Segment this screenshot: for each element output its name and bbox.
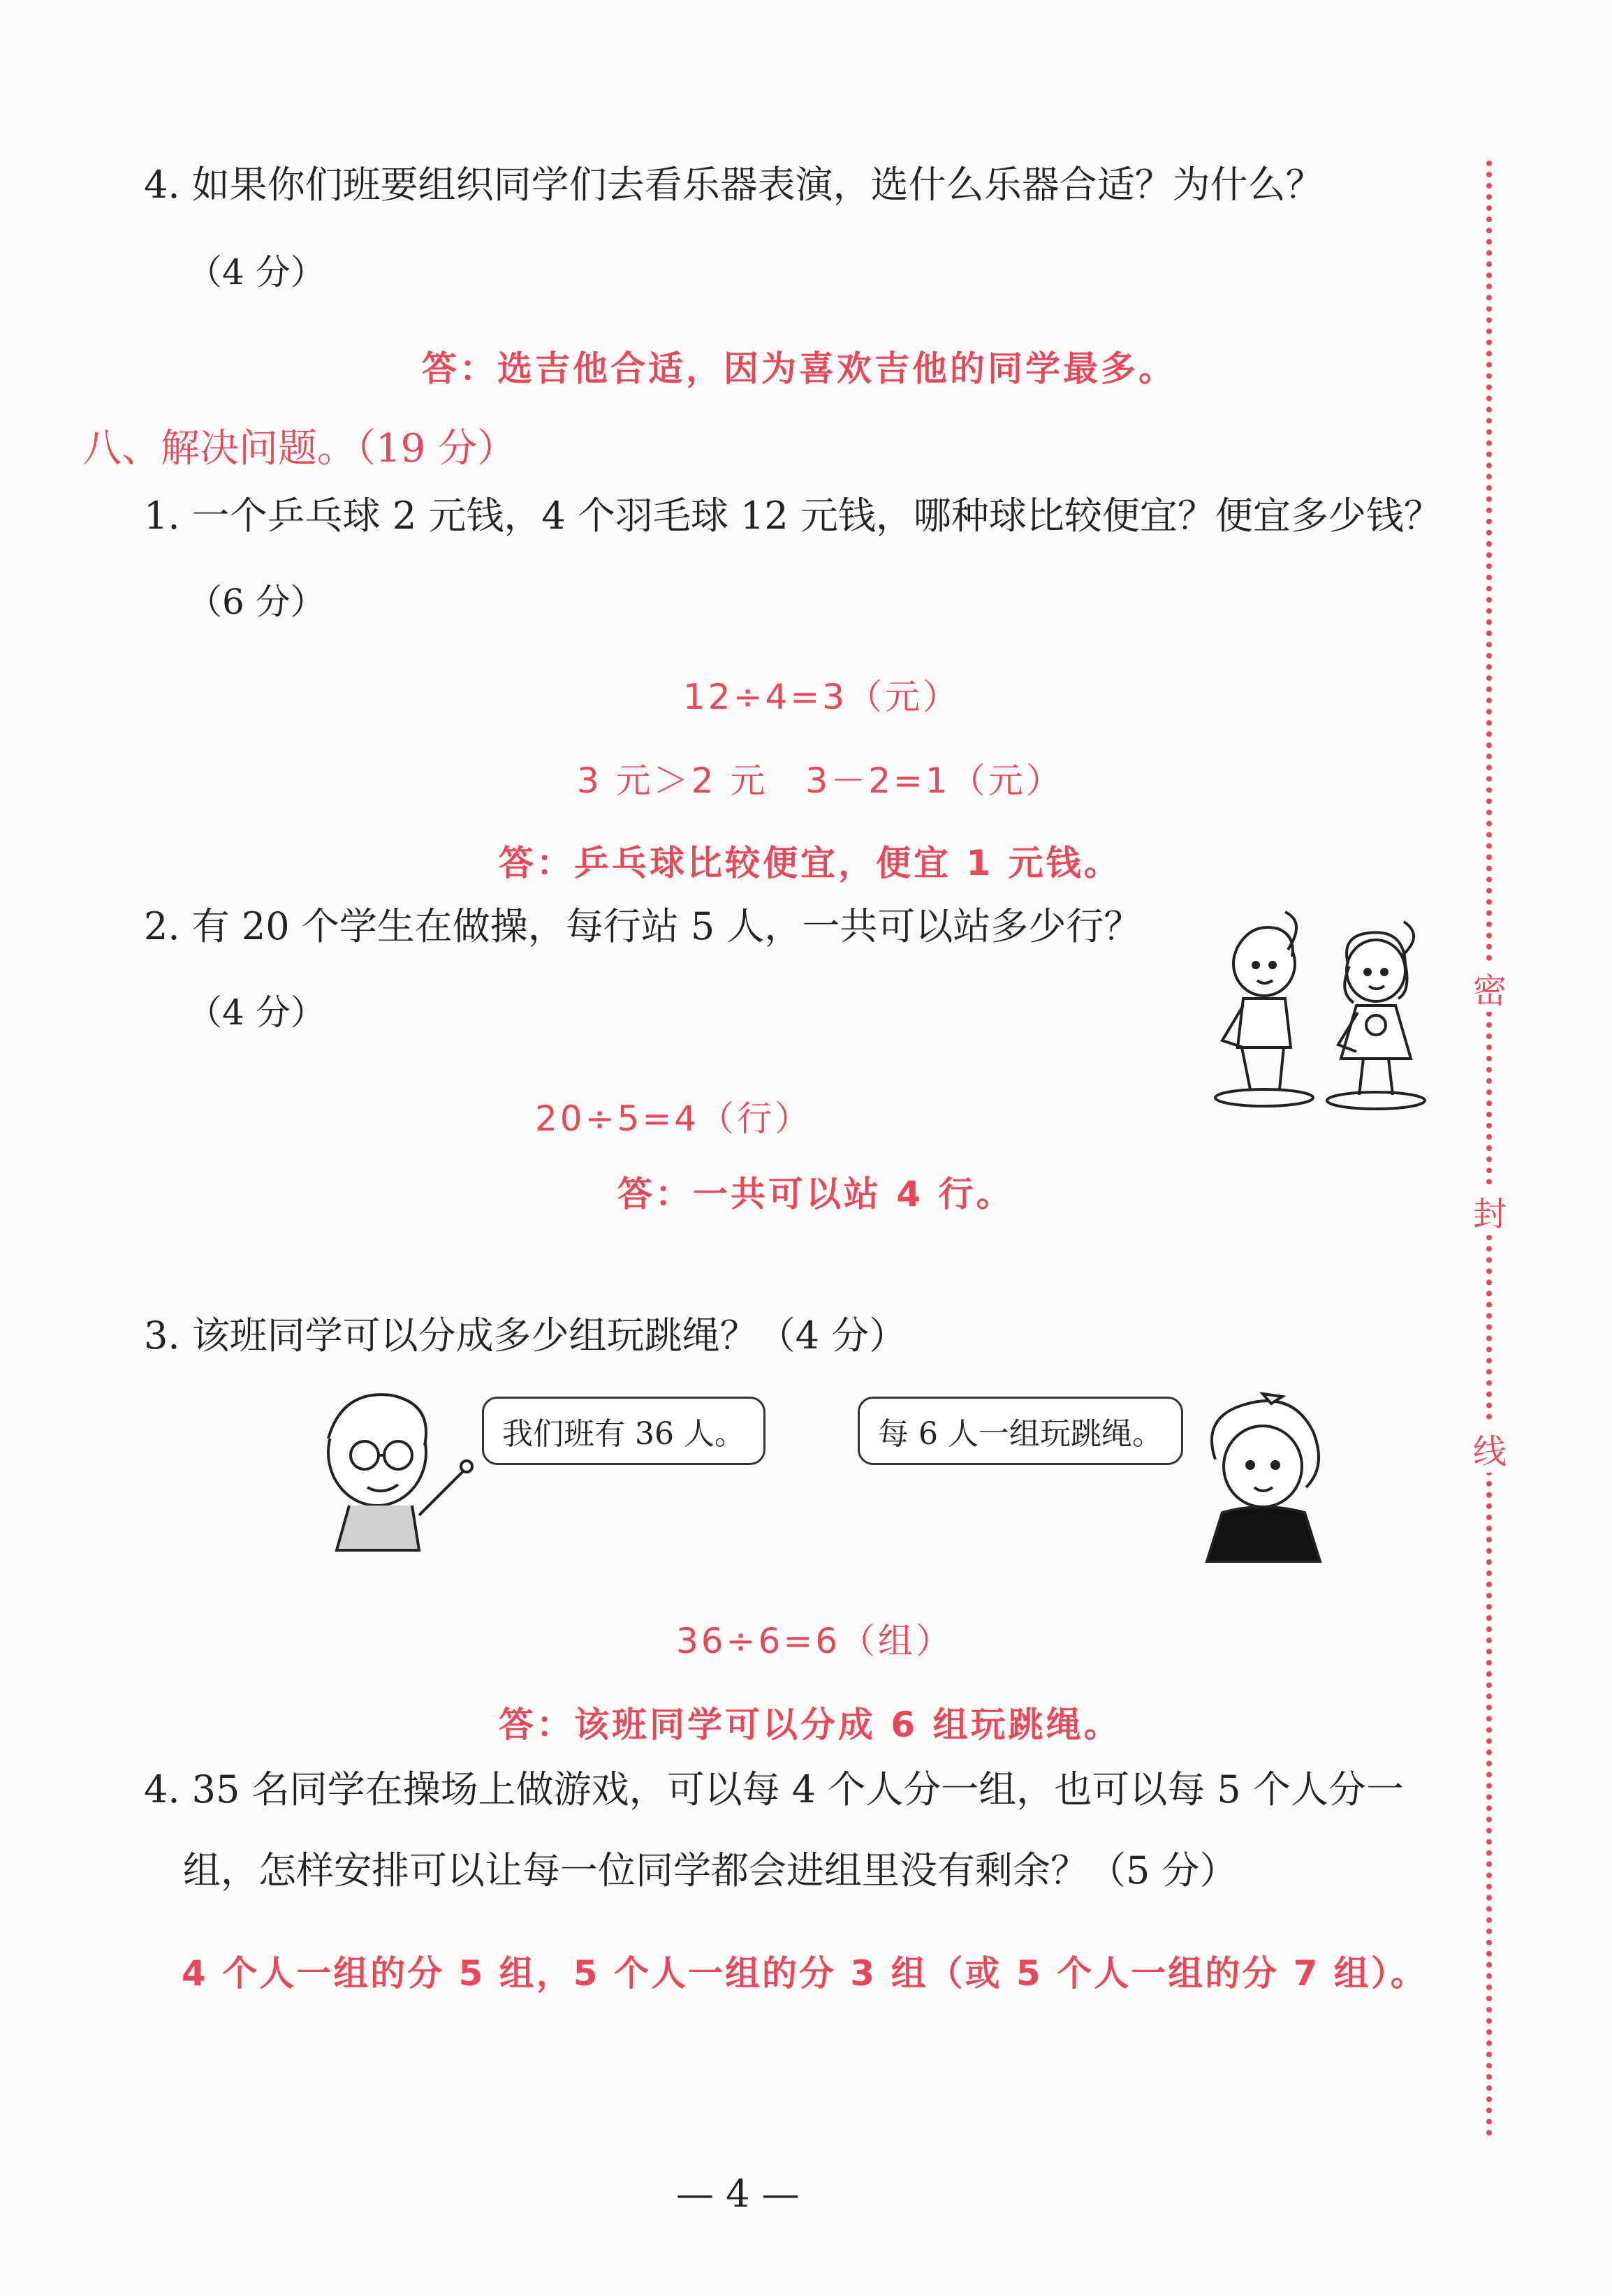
binding-dotted-line bbox=[1486, 161, 1492, 2137]
problem-1-step-2: 3 元＞2 元 3－2=1（元） bbox=[577, 760, 1064, 801]
problem-2-step-1: 20÷5=4（行） bbox=[535, 1098, 813, 1139]
problem-2-text: 2. 有 20 个学生在做操，每行站 5 人，一共可以站多少行？ bbox=[144, 904, 1142, 948]
question-4-prev-answer: 答：选吉他合适，因为喜欢吉他的同学最多。 bbox=[422, 348, 1176, 389]
problem-3-step-1: 36÷6=6（组） bbox=[676, 1621, 954, 1661]
problem-2-score: （4 分） bbox=[187, 992, 325, 1033]
speech-bubble-girl: 每 6 人一组玩跳绳。 bbox=[858, 1397, 1183, 1465]
exercising-kids-illustration bbox=[1201, 908, 1453, 1110]
seal-char-mi: 密 bbox=[1465, 964, 1514, 1012]
girl-with-bow-illustration bbox=[1187, 1390, 1341, 1564]
problem-2-answer: 答：一共可以站 4 行。 bbox=[617, 1174, 1014, 1214]
problem-1-step-1: 12÷4=3（元） bbox=[683, 677, 961, 717]
section-8-title: 八、解决问题。（19 分） bbox=[82, 426, 517, 471]
seal-char-xian: 线 bbox=[1465, 1425, 1514, 1473]
problem-3-answer: 答：该班同学可以分成 6 组玩跳绳。 bbox=[499, 1705, 1122, 1745]
seal-char-feng: 封 bbox=[1465, 1187, 1514, 1235]
problem-1-text: 1. 一个乒乓球 2 元钱，4 个羽毛球 12 元钱，哪种球比较便宜？便宜多少钱？ bbox=[144, 494, 1442, 538]
question-4-prev-score: （4 分） bbox=[187, 252, 325, 293]
page-number: — 4 — bbox=[676, 2172, 800, 2216]
problem-1-score: （6 分） bbox=[187, 582, 325, 622]
problem-4-text-line-2: 组，怎样安排可以让每一位同学都会进组里没有剩余？（5 分） bbox=[183, 1848, 1238, 1892]
problem-3-text: 3. 该班同学可以分成多少组玩跳绳？（4 分） bbox=[144, 1313, 907, 1357]
problem-4-text-line-1: 4. 35 名同学在操场上做游戏，可以每 4 个人分一组，也可以每 5 个人分一 bbox=[144, 1767, 1404, 1811]
question-4-prev: 4. 如果你们班要组织同学们去看乐器表演，选什么乐器合适？为什么？ bbox=[144, 163, 1324, 207]
speech-bubble-boy: 我们班有 36 人。 bbox=[482, 1397, 765, 1465]
boy-with-glasses-illustration bbox=[300, 1383, 475, 1557]
problem-1-answer: 答：乒乓球比较便宜，便宜 1 元钱。 bbox=[499, 843, 1122, 883]
problem-4-answer: 4 个人一组的分 5 组，5 个人一组的分 3 组（或 5 个人一组的分 7 组）。 bbox=[182, 1953, 1428, 1994]
